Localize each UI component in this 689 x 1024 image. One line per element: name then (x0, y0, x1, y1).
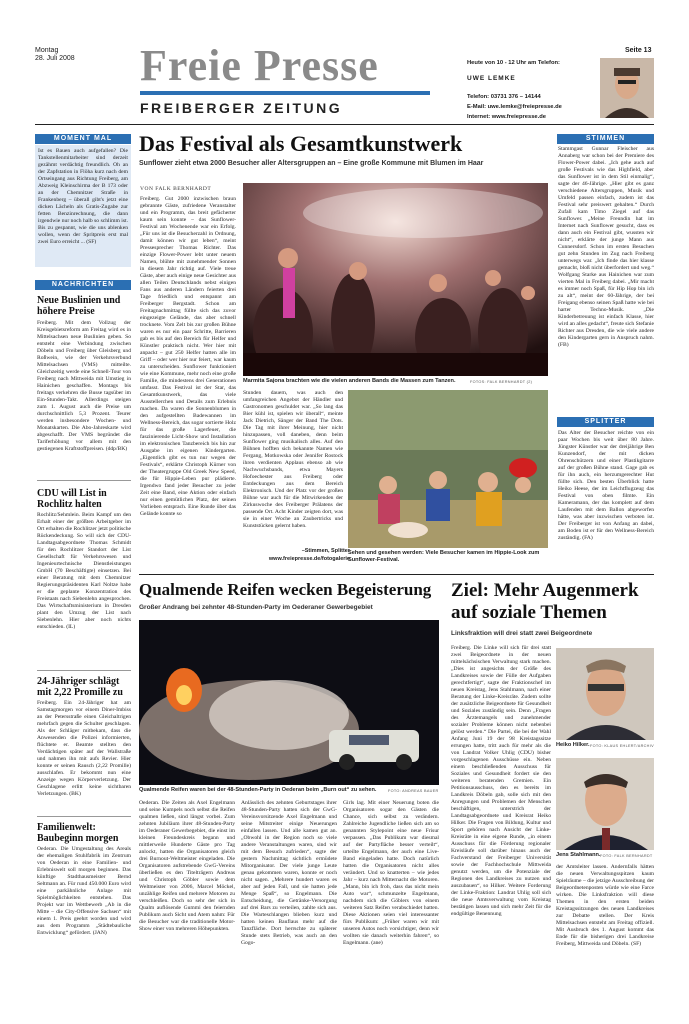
contact-photo (600, 58, 654, 118)
masthead-date (35, 47, 75, 63)
divider (37, 480, 131, 481)
masthead-title: Freie Presse (140, 41, 379, 90)
divider (37, 670, 131, 671)
photo2-caption: Sehen und gesehen werden: Viele Besucher kamen im Hippie-Look zum Sunflower-Festival. (348, 550, 540, 563)
page-number: Seite 13 (625, 47, 652, 54)
top-story-col1: Freiberg. Gut 2000 inzwischen braun gebrannte Gäste, zufriedene Veranstalter und ein Programm, das breit gefächerter kaum sein konnte – das Sunflower-Festival am Wochenende war ein Erfolg. „Für uns ist die Besucherzahl in Ordnung, damit können wir gut leben“, meint Pressesprecher Thomas Richter. Das einzige Flower-Power lebt unter neuem Namen, blühte mit zunehmender Sonnen in diesem Jahr richtig auf. Viele treue Gäste, aber auch einige neue Gesichter aus allen Teilen Deutschlands nebst einigen Fans aus anderen Ländern feierten drei Tage friedlich und entspannt am Freiberger Bergstadt. Schon am Freitagnachmittag füllte sich das zuvor eingezeigte Gelände, das aber schnell trocknete. Vom Zelt bis zur großen Bühne waren es nur ein paar Schritte, Barrieren gab es bis auf den Bereich für Helfer und Künstler praktisch nicht. Wer hier mit anpackt – gut 250 Helfer hatten alle im Griff – oder wer hier nur feiert, war kaum zu unterscheiden. Sunflower funktioniert wie eine Kommune, mehr noch eine große Familie, die mindestens drei Generationen umfasst. Das Festival ist der Star, das Gesamtkunstwerk, das viele Ausstellerchen und Details zum Erlebnis machen. Da waren die Sonnenblumen in den aufgestellten Badewannen im Wellness-Bereich, das sogar sortierte Holz für das große Lagerfeuer, die faszinierende Licht-Show und Installation im elektronischen Tanzbereich bis hin zur Ausgabe im eigenen Kindergarten. „Eigentlich gibt es tun nur wegen der Festivals“, erklärte Christoph Kürner von der Theatergruppe Old Greek New Speed, die für Hippie-Leben pur plädierte. Irgendwo fand jeder Besucher zu jeder Zeit eine Band, eine Aktion oder einfach nur einen gemütlichen Platz, der seinen Vorlieben entsprach. Eine Runde über das Gelände konnte so (140, 196, 236, 517)
stahlmann-photo (556, 758, 654, 850)
stahlmann-caption: Jens Stahlmann. (556, 852, 601, 858)
moment-text: Ist es Bauen auch aufgefallen? Die Tankstellenmitarbeiter sind derzeit gezähmt verdächtig freundlich. Oh an der Zapfstation in Flöha kurz nach dem Ortseingang aus Richtung Freiberg, am Abzweig Kleinschirma der B 173 oder an der Chemnitzer Straße in Frankenberg – überall gibt's jetzt eine dicken Lächeln als Gratis-Zugabe zur fetten Benzinrechnung, die dann irgendwie nur noch halb so schlimm ist. Bis zu gespannt, wie die uns ablenken wollen, wenn der Spritpreis erst mal zwei Euro erreicht ... (SF) (38, 148, 128, 245)
stimmen-header: STIMMEN (557, 134, 654, 144)
stimmen-text: Stammgast Gunnar Fleischer aus Annaberg war schon bei der Premiere des Flower-Power dabei. „Ich gehe auch auf große Festivals wie das Highfield, aber das Sunflower ist in dem Stil einmalig“, sagte der 46-Jährige. „Hier gibt es ganz verschiedene Altersgruppen, Musik und Umfeld passen einfach, zudem ist das Festival sehr preiswert gehalten.“ Durch Zufall kam Timo Ziegel auf das Sunflower. „Meine Freundin hat im Internet nach Sunflower gesucht, dass es dann auch ein Festival gibt, wussten wir nicht“, erklärte der junge Mann aus Cunnersdorf. Schon im ersten Besuchen gut zehn Stunden im Zug nach Freiberg unterwegs war. „Ich finde das hier klasse gemacht, bloß nicht überfordert und weg.“ Wolfgang Starke aus Hainichen war zum vierten Mal in Freiberg dabei. „Mir macht es immer noch Spaß, für Hip Hop bin ich zu alt“, meint der 60-Jährige, der bei Freigang ebenso seinen Spaß hatte wie bei harter Techno-Musik. „Die Kinderbetreuung ist einfach Klasse, hier wird an alles gedacht“, freute sich Stefanie Richter aus Dresden, die wie viele andere den Kindergarten gern in Anspruch nahm. (FB) (558, 146, 654, 348)
ziel-headline: Ziel: Mehr Augenmerk auf soziale Themen (451, 580, 639, 623)
top-story-col2: Stunden dauern, was auch den umfangreichen Angebot der Händler und Gastronomen geschuldet war. „So lang das Bier kühl ist, spielen wir überall“, meinte Jack Dietrich, Sänger der Band The Dots. Die Tag mit ihrer Meinung, hier nicht hinzupassen, voll daneben, denn beim Sunflower ging musikalisch alles. Auf den Bühnen hofften sich bekannte Namen wie Fergang, Motkowska oder Jennifer Rostock ihren verdienten Applaus ebenso ab wie Nachwuchsbands, etwa Mayers Hofoechester aus Freiberg oder Entdeckungen aus dem Bereich Elektronisch. Und der Platz vor der großen Bühne war auch für die Mitwirkenden der Zirkuswoche des Freiberger Prälatens der passende Ort. Acht Kinder zeigten dort, was sie in einer Woche an Zaubertricks und Kunststücken gelernt haben. (243, 390, 343, 529)
contact-web[interactable]: Internet: www.freiepresse.de (467, 114, 547, 120)
hilker-photo (556, 648, 654, 740)
hippie-photo-icon (348, 390, 548, 548)
hilker-caption: Heiko Hilker. (556, 742, 590, 748)
weekday: Montag (35, 47, 59, 54)
contact-phone: Telefon: 03731 376 – 14144 (467, 94, 541, 100)
burnout-photo (139, 620, 439, 785)
col2-signature: –Stimmen, Splitter (301, 548, 350, 554)
qualmende-subhead: Großer Andrang bei zehnter 48-Stunden-Party im Oederaner Gewerbegebiet (139, 604, 373, 611)
n4-headline: Familienwelt: Baubeginn morgen (37, 822, 119, 844)
stahlmann-credit: FOTO: FALK BERNHARDT (600, 854, 653, 858)
date: 28. Juli 2008 (35, 55, 75, 62)
photo1-credit: FOTOS: FALK BERNHARDT (2) (470, 380, 533, 384)
burnout-photo-icon (139, 620, 439, 785)
moment-box (35, 145, 131, 267)
contact-name: UWE LEMKE (467, 75, 516, 82)
qualmende-col1: Oederan. Die Zeiten als Axel Engelmann und seine Kumpels noch selbst die Reifen qualmen ließen, sind längst vorbei. Zum zehnten Jubiläum ihrer 48-Stunden-Party im Oederaner Gewerbegebiet, die einst im kleinen Freundeskreis begann und mittlerweile Hunderte Gäste pro Tag anlockt, hatten die Organisatoren gleich drei Burnout-Weltmeister eingeladen. Die Organisatoren aufstrebende GwG-Vereins überließen es den Titelträgern Andreas und Christoph Göbler sowie dem Weltmeister von 2006, Marcel Möckel, unzählige Reifen und mehrere Motoren zu verschleißen. Doch so sehr der sich in Qualm auflösende Gummi den feiernden Publikum auch Sicht und Atem nahm: Für die Besucher war die traditionelle Motor-Show einer von mehreren Höhepunkten. (139, 800, 235, 932)
n1-headline: Neue Buslinien und höhere Preise (37, 295, 121, 317)
section-rule (139, 574, 654, 575)
n3-headline: 24-Jähriger schlägt mit 2,22 Promille zu (37, 676, 123, 698)
qualmende-col3: Girls lag. Mit einer Neuerung boten die Organisatoren sogar den Gästen die Chance, sich selbst zu verändern. Zahlreiche Jugendliche ließen sich am so genannten Stylepoint eine neue Frisur verpassen. „Das Publikum war diesmal auf der Partyfläche besser verteilt“, urteilte Engelmann, der auch eine Live-Band eingeladen hatte. Doch natürlich hatten die Organisatoren nicht alles verändert. Und so knatterten – wie jedes Jahr – kurz nach Mitternacht die Motoren. „Mann, bin ich froh, dass das nicht mein Auto war“, schmunzelte Engelmann, nachdem sich die Göblers von einem weiteren Satz Reifen verabschiedet hatten. Diese Aktionen seien viel interessanter fürs Publikum: „Früher waren wir mit unseren Autos noch vorsichtiger, denn wir wollten sie danach weiterhin fahren“, so Engelmann. (ane) (343, 800, 439, 946)
gallery-link[interactable]: www.freiepresse.de/fotogalerie (268, 556, 350, 562)
qualmende-headline: Qualmende Reifen wecken Begeisterung (139, 580, 432, 599)
stahlmann-portrait-icon (556, 758, 654, 850)
festival-photo-1 (243, 183, 548, 376)
news-header: NACHRICHTEN (35, 280, 131, 290)
top-story-subhead: Sunflower zieht etwa 2000 Besucher aller Altersgruppen an – Eine große Kommune mit Blumen im Haar (139, 160, 484, 167)
n2-headline: CDU will List in Rochlitz halten (37, 488, 107, 510)
contact-email[interactable]: E-Mail: uwe.lemke@freiepresse.de (467, 104, 562, 110)
crowd-photo-icon (243, 183, 548, 376)
top-story-headline: Das Festival als Gesamtkunstwerk (139, 131, 463, 156)
contact-intro: Heute von 10 - 12 Uhr am Telefon: (467, 60, 560, 66)
ziel-subhead: Linksfraktion will drei statt zwei Beigeordnete (451, 630, 593, 637)
divider (37, 816, 131, 817)
n2-text: Rochlitz/Sehmlein. Beim Kampf um den Erhalt einer der größten Arbeitgeber im Ort erhalten die Rochlitzer jetzt politische Rückendeckung. So will sich der CDU-Landtagsabgeordnete Thomas Schmidt für den Rochlitzer Standort der List Gesellschaft für Verkehrswesen und Ingenieurtechnische Dienstleistungen GmbH (70 Beschäftigte) einsetzen. Bei einer Beratung mit dem Chemnitzer Regierungspräsidenten Karl Noltze habe er die geplante Konzentration des Freistaats nach Siebenlehn angesprochen. Das Wirtschaftsministerium in Dresden plant den Umzug der List nach Siebenlehn. Hier aber noch nichts entschieden. (IL) (37, 512, 131, 630)
masthead-rule (35, 124, 654, 125)
contact-details (467, 92, 597, 122)
burnout-caption: Qualmende Reifen waren bei der 48-Stunden-Party in Oederan beim „Burn out“ zu sehen. (139, 787, 377, 793)
moment-header: MOMENT MAL (35, 134, 131, 144)
n4-text: Oederan. Die Umgestaltung des Areals der ehemaligen Stuhlfabrik im Zentrum von Oederan in eine Familien- und Erlebniswelt soll morgen beginnen. Das künftige Stadthausmeister Bernd Seltmann an. Für rund 450.000 Euro wird eine parkähnliche Anlage mit Spielmöglichkeiten entstehen. Das Projekt war im Wettbewerb „Ab in die Mitte – die City-Offensive Sachsen“ mit einem 1. Preis geehrt worden und wird aus dem Programm „Städtebauliche Entwicklung“ gefördert. (JAN) (37, 846, 131, 936)
masthead-accent-bar (140, 91, 430, 95)
n1-text: Freiberg. Mit dem Vollzug der Kreisgebietsreform am Freitag wird es in Mittelsachsen neue Buslinien geben. So entsteht eine Verbindung zwischen Döbeln und Freiberg über Gleisberg und Roßwein, wie der Verkehrsverbund Mittelsachsen (VMS) mitteilte. Gleichzeitig werde eine Schnell-Tour von Freiberg nach Mittweida mit Umstieg in Hainichen geschaffen. Montags bis freitags verkehren die Busse tagsüber im Ein-Stunden-Takt. Allerdings steigen zum 1. August auch die Preise um durchschnittlich 5,3 Prozent. Teurer werden insbesondere Wochen- und Monatskarten. Die Abo-Jahreskarte wird abgeschafft. Der VMS begründet die Tariferhöhung vor allem mit den gestiegenen Kraftstoffpreisen. (ddp/BK) (37, 320, 131, 452)
n3-text: Freiberg. Ein 24-Jähriger hat am Samstagmorgen vor einem Diner-Imbiss an der Petersstraße einen Gleichaltrigen mehrfach gegen die Schulter geschlagen. Als der Schläger mitbekam, dass die Anwesenden die Polizei informierten, flüchtete er. Beamte stellten den Verdächtigen später auf der Wallstraße und nahmen ihn mit aufs Revier. Hier konnte er seinen Rausch (2,22 Promille) ausschlafen. Er bekommt nun eine Anzeige wegen Körperverletzung. Der Geschlagene erlitt keine sichtbaren Verletzungen. (BK) (37, 700, 131, 797)
festival-photo-2 (348, 390, 548, 548)
photo1-caption: Marmita Sajona brachten wie die vielen anderen Bands die Massen zum Tanzen. (243, 378, 456, 384)
ziel-col2: der Amtsleiter lassen. Andernfalls hätten die neuen Verwaltungsspitzen kaum Spielräume – die jetzige Ausschreibung der Beigeordnetenposten würde wie eine Farce wirken. Die Linksfraktion will diese Themen in den ersten beiden Kreistagssitzungen des neuen Landkreises zur Debatte stellen. Der Kreis Mittelsachsen entsteht am Freitag offiziell. Mit Ausbruch des 1. August kommt das Ende für die bisherigen drei Landkreise Freiberg, Mittweida und Döbeln. (SF) (556, 864, 654, 947)
masthead-subtitle: FREIBERGER ZEITUNG (140, 100, 343, 116)
splitter-header: SPLITTER (557, 417, 654, 427)
ziel-col1: Freiberg. Die Linke will sich für drei statt zwei Beigeordnete in der neuen mittelsächsischen Verwaltung stark machen. „Dies ist angesichts der Größe des Landkreises sowie der Fülle der Aufgaben gerechtfertigt“, sagte der Fraktionschef im neuen Kreistag, Jens Stahlmann, nach einer Beratung der Linke-Kreisräte. Zudem sollte der zusätzliche Beigeordnete für Gesundheit und Soziales zuständig sein. Denn „Fragen des Ärztemangels und zunehmender sozialer Probleme können nicht nebenbei gelöst werden.“ Die Partei, die bei der Wahl Anfang Juni 19 der 98 Kreistagssitze errungen hatte, tritt auch für mehr als die von Landrat Volker Uhlig (CDU) bisher vorgeschlagenen Ausschüsse ein. Neben einem beschließenden Ausschuss für Soziales und Gesundheit fordert sie den weiteren beratenden Gremien. Ein Petitionsausschuss, den es bereits im Landkreis Döbeln gab, solle sich mit den Anregungen und Problemen der Menschen beschäftigen, unterstrich der Landtagsabgeordnete und Kreisrat Heiko Hilker. Die Fragen von Bildung, Kultur und Sport gehören nach Ansicht der Linke-Kreisräte in eine eigene Runde, „in einem Ausschuss für die Förderung regionaler Kreisläufe soll darüber hinaus auch der Fachverstand der Freiberger Universität sowie der Fachhochschule Mittweida genutzt werden, um die Potenziale der Regionen des Landkreises zu nutzen und auszubauen“, so Hilker. Weitere Forderung der Linke-Fraktion: Landrat Uhlig soll sich die neue Amtsverwaltung vom Kreistag bestätigen lassen und sich mehr Zeit für die endgültige Benennung (451, 645, 551, 917)
splitter-text: Das Alter der Besucher reichte von ein paar Wochen bis weit über 80 Jahre. Jüngster Künstler war der dreijährige Ben Kunzendorf, der mit dicken Ohrenschützern und einer Plastikgitarre auf der großen Bühne stand. Gage gab es für ihn auch, ein herzumgerechter Hut füllte sich. Den besten Überblick hatte Heiko Heese, der im Leichtflugzeug das Festival von oben filmte. Ein Kameramann, der das komplett auf dem Laufenden mit dem Ballon abgeworfen hätte, was aber inzwischen verboten ist. Der Freiberger ist von Anfang an dabei, am Boden ist er für den Wellness-Bereich zuständig. (FA) (558, 430, 654, 541)
top-story-byline: VON FALK BERNHARDT (140, 186, 212, 192)
contact-portrait-icon (600, 58, 654, 118)
hilker-portrait-icon (556, 648, 654, 740)
burnout-credit: FOTO: ANDREAS BAUER (388, 789, 439, 793)
qualmende-col2: Anlässlich des zehnten Geburtstages ihrer 48-Stunden-Party hatten sich der GwG-Vereinsvorsitzende Axel Engelmann und seine Mitstreiter einige Neuerungen einfallen lassen. Und alle kamen gut an. „Obwohl in der Region noch so viele andere Veranstaltungen waren, sind wir mit dem Besuch zufrieden“, sagte der gestern Nachmittag sichtlich ermüdete Mitorganisator. Der viele junge Leute genau gekommen waren, konnte er noch nicht sagen. „Mehrere hundert waren es aber auf jeden Fall, und sie hatten jede Menge Spaß“, so Engelmann. Die Entscheidung, die Getränke-Versorgung auf drei Bars zu verteilen, zahlte sich aus. Die Warteschlangen blieben kurz und hatten keinen Bauflaus mehr auf die Tanzfläche. Dort herrschte zu späterer Stunde stets Betrieb, was auch an den Gogo- (241, 800, 337, 946)
hilker-credit: FOTO: KLAUS EHLERT/ARCHIV (590, 744, 654, 748)
